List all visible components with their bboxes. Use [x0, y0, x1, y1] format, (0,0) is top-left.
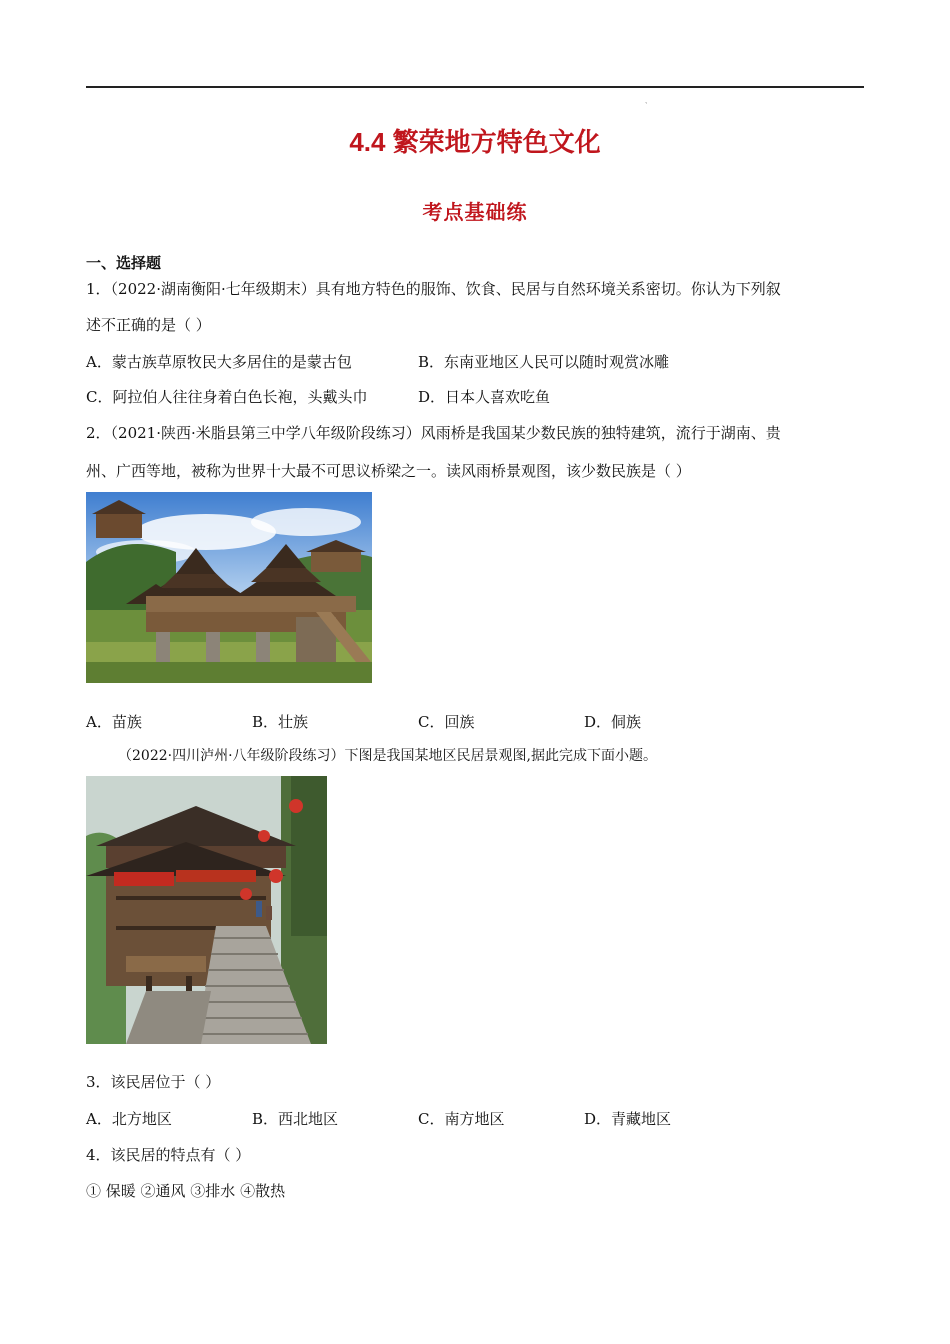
top-rule: [86, 86, 864, 88]
wind-rain-bridge-image: [86, 492, 372, 683]
q1-option-d: D．日本人喜欢吃鱼: [418, 388, 551, 406]
q1-option-a: A．蒙古族草原牧民大多居住的是蒙古包: [86, 353, 352, 371]
q1-option-c: C．阿拉伯人往往身着白色长袍，头戴头巾: [86, 388, 368, 406]
q3-option-c: C．南方地区: [418, 1110, 505, 1128]
q4-options: ① 保暖 ②通风 ③排水 ④散热: [86, 1182, 286, 1200]
q3-option-d: D．青藏地区: [584, 1110, 672, 1128]
q3-q4-intro: （2022·四川泸州·八年级阶段练习）下图是我国某地区民居景观图,据此完成下面小题。: [118, 748, 657, 764]
q1-stem-line2: 述不正确的是（ ）: [86, 316, 211, 334]
q4-stem: 4．该民居的特点有（ ）: [86, 1146, 251, 1164]
q2-option-b: B．壮族: [252, 713, 309, 731]
stilt-house-image: [86, 776, 327, 1044]
header-mark: 、: [645, 98, 652, 105]
q3-option-a: A．北方地区: [86, 1110, 172, 1128]
q2-stem-line1: 2．（2021·陕西·米脂县第三中学八年级阶段练习）风雨桥是我国某少数民族的独特建筑，流行于湖南、贵: [86, 424, 781, 442]
section-heading: 一、选择题: [86, 254, 162, 272]
q2-option-d: D．侗族: [584, 713, 642, 731]
page-subtitle: 考点基础练: [422, 200, 528, 224]
q2-stem-line2: 州、广西等地，被称为世界十大最不可思议桥梁之一。读风雨桥景观图，该少数民族是（ ）: [86, 462, 691, 480]
q3-option-b: B．西北地区: [252, 1110, 339, 1128]
q2-option-a: A．苗族: [86, 713, 142, 731]
q2-option-c: C．回族: [418, 713, 475, 731]
page-title: 4.4 繁荣地方特色文化: [349, 127, 601, 157]
q1-stem-line1: 1．（2022·湖南衡阳·七年级期末）具有地方特色的服饰、饮食、民居与自然环境关系密切。你认为下列叙: [86, 280, 781, 298]
q3-stem: 3．该民居位于（ ）: [86, 1073, 221, 1091]
q1-option-b: B．东南亚地区人民可以随时观赏冰雕: [418, 353, 670, 371]
